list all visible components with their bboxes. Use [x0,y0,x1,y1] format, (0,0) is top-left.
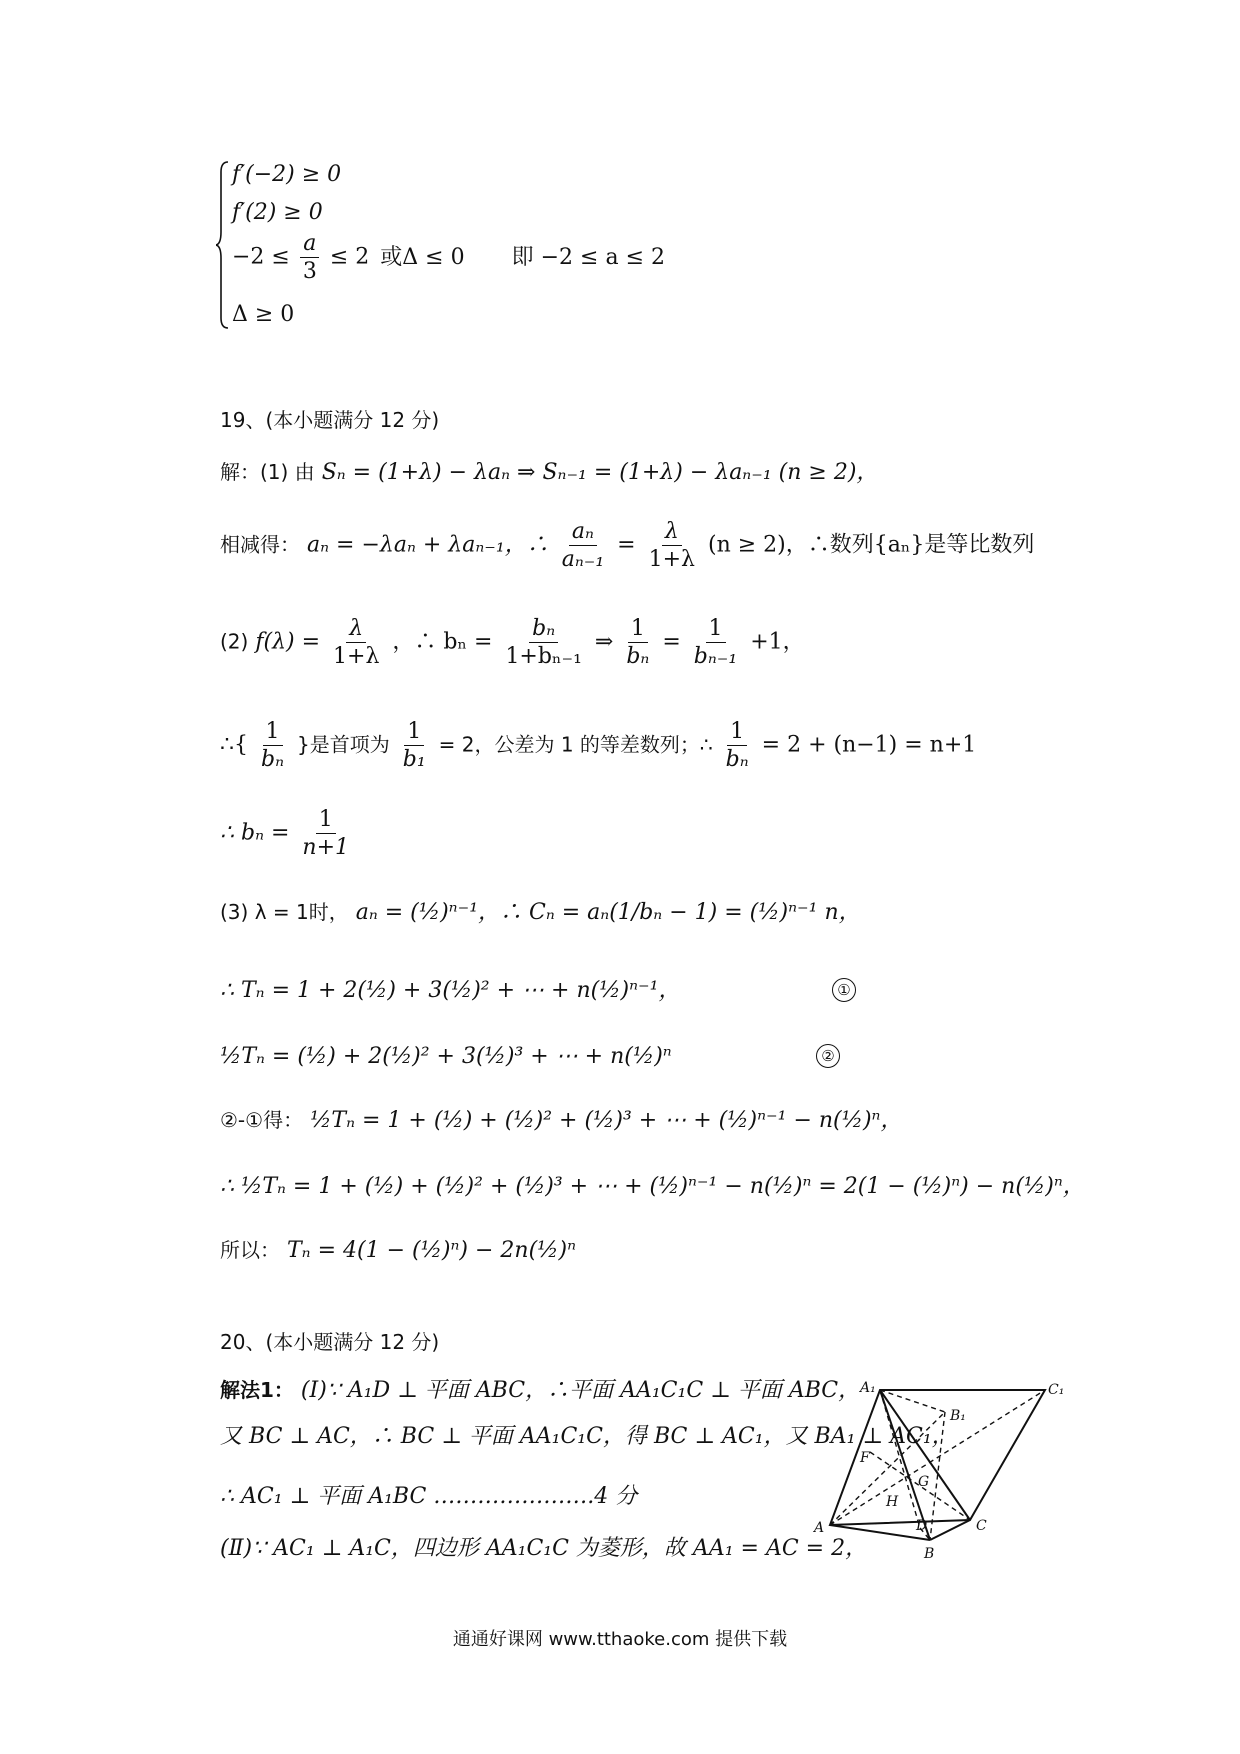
q20-heading: 20、(本小题满分 12 分) [220,1330,440,1354]
label-c: C [976,1518,987,1534]
equation-marker-2: ② [816,1044,840,1068]
prism-figure [800,1380,1070,1570]
q19-line-5: ∴ bₙ = $\frac{1}{n+1}$ [220,807,350,861]
system-row-4: Δ ≥ 0 [232,302,295,327]
label-a1: A₁ [860,1380,876,1396]
label-c1: C₁ [1048,1382,1065,1398]
q19-line-7: ∴ Tₙ = 1 + 2(½) + 3(½)² + ⋯ + n(½)ⁿ⁻¹， [220,978,681,1003]
q19-line-6: (3) λ = 1时， aₙ = (½)ⁿ⁻¹，∴ Cₙ = aₙ(1/bₙ − 1) = (½)ⁿ⁻¹ n， [220,900,861,925]
q19-line-1: 解：(1) 由 Sₙ = (1+λ) − λaₙ ⇒ Sₙ₋₁ = (1+λ) − λaₙ₋₁ (n ≥ 2)， [220,460,879,485]
label-d: D [916,1518,928,1534]
system-or: 或Δ ≤ 0 [380,244,465,270]
q20-line-2: 又 BC ⊥ AC，∴ BC ⊥ 平面 AA₁C₁C，得 BC ⊥ AC₁，又 BA₁ ⊥ AC₁， [220,1424,954,1449]
label-f: F [860,1450,870,1466]
q19-heading: 19、(本小题满分 12 分) [220,408,440,432]
q20-line-1: 解法1： (Ⅰ)∵ A₁D ⊥ 平面 ABC，∴平面 AA₁C₁C ⊥ 平面 ABC， [220,1378,861,1403]
label-a: A [814,1520,825,1536]
label-h: H [886,1494,899,1510]
page-footer: 通通好课网 www.tthaoke.com 提供下载 [452,1629,788,1650]
system-row-3: −2 ≤ $\frac{a}{3}$ ≤ 2 或Δ ≤ 0 即 −2 ≤ a ≤ 2 [232,231,665,285]
q19-line-11: 所以： Tₙ = 4(1 − (½)ⁿ) − 2n(½)ⁿ [220,1238,576,1263]
q19-line-10: ∴ ½Tₙ = 1 + (½) + (½)² + (½)³ + ⋯ + (½)ⁿ⁻¹ − n(½)ⁿ = 2(1 − (½)ⁿ) − n(½)ⁿ， [220,1174,1085,1199]
label-b: B [924,1546,935,1562]
system-result: 即 −2 ≤ a ≤ 2 [511,244,665,270]
q19-line-9: ②-①得： ½Tₙ = 1 + (½) + (½)² + (½)³ + ⋯ + (½)ⁿ⁻¹ − n(½)ⁿ， [220,1108,903,1133]
q19-line-8: ½Tₙ = (½) + 2(½)² + 3(½)³ + ⋯ + n(½)ⁿ [220,1044,672,1069]
label-g: G [918,1474,930,1490]
q19-line-4: ∴{ $\frac{1}{\text{bₙ}}$ }是首项为 $\frac{1}{\text{b₁}}$ = 2，公差为 1 的等差数列；∴ $\frac{1}{\text{bₙ}}$ = 2 + (n−1) = n+1 [220,719,977,773]
system-row-2: f′(2) ≥ 0 [232,200,323,225]
label-b1: B₁ [950,1408,966,1424]
q20-line-3: ∴ AC₁ ⊥ 平面 A₁BC ………………….4 分 [220,1484,638,1509]
q20-line-4: (Ⅱ)∵ AC₁ ⊥ A₁C，四边形 AA₁C₁C 为菱形，故 AA₁ = AC = 2， [220,1536,868,1561]
q19-line-2: 相减得： aₙ = −λaₙ + λaₙ₋₁，∴ $\frac{\text{aₙ}}{\text{aₙ₋₁}}$ = $\frac{\lambda}{1+\lambda}$ (n ≥ 2)，∴数列{aₙ}是等比数列 [220,519,1035,573]
system-row-1: f′(−2) ≥ 0 [232,162,342,187]
system-brace [216,160,230,330]
q19-line-3: (2) f(λ) = $\frac{\lambda}{1+\lambda}$ ，∴ bₙ = $\frac{\text{bₙ}}{\text{1+bₙ₋₁}}$ ⇒ $\frac{1}{\text{bₙ}}$ = $\frac{1}{\text{bₙ₋₁}}$ +1， [220,616,805,670]
equation-marker-1: ① [832,978,856,1002]
